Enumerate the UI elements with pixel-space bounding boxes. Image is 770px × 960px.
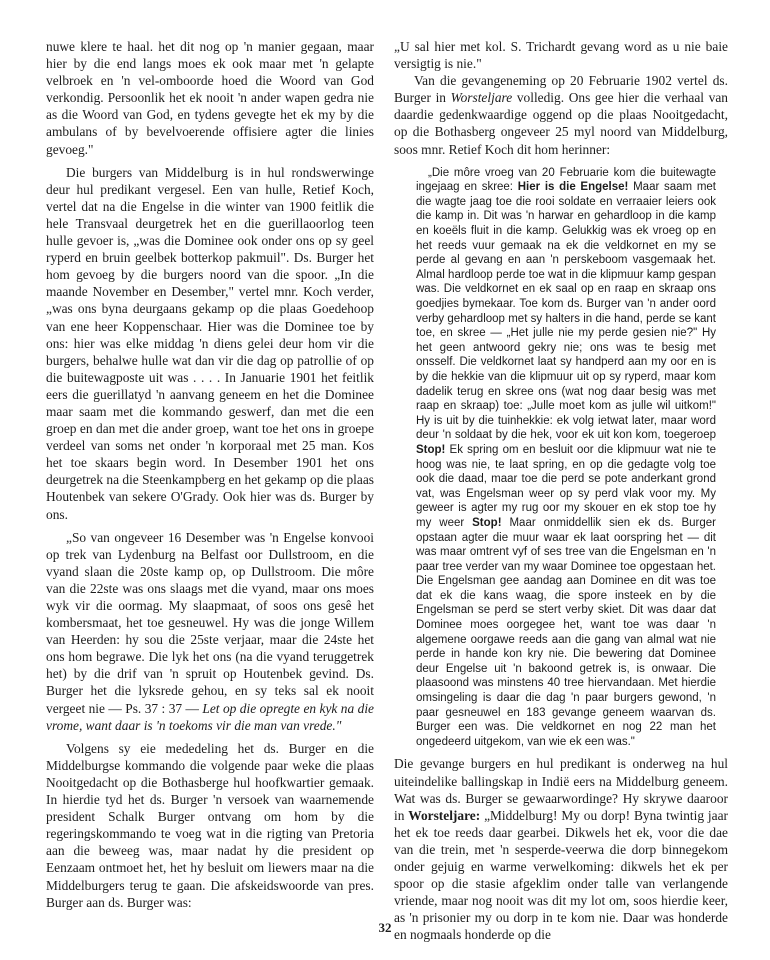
right-paragraph-3-end: „Middelburg! My ou dorp! Byna twintig jaar het ek toe reeds daar gearbei. Dikwels het ek, voor die dae van die trein, met 'n sesperde-veerwa die dorp binnegekom onder gejuig en warme verwelkoming: dikwels het ek per spoor op die stasie afgeklim onder talle van verlangende vriende, maar nog nooit was dit my lot om, soos hierdie keer, as 'n prisonier my ou dorp in te kom nie. Daar was honderde en nogmaals honderde op die	[394, 807, 728, 943]
right-paragraph-3-start: Die gevange burgers en hul predikant is onderweg na hul uiteindelike ballingskap in Indië eers na Middelburg geneem. Wat was ds. Burger se gewaarwordinge? Hy skrywe daaroor in	[394, 756, 728, 823]
right-paragraph-2-start: Van die gevangeneming op 20 Februarie 1902 vertel ds. Burger in	[394, 73, 728, 106]
left-paragraph-3	[46, 529, 374, 734]
right-paragraph-2	[394, 72, 728, 157]
quote-end: Maar onmiddellik sien ek ds. Burger opstaan agter die muur waar ek laat oorspring het — dit was maar omtrent vyf of ses tree van die Engelsman en 'n paar tree verder van my waar Dominee toe opgestaan het. Die Engelsman gee aandag aan Dominee en dit was toe dat ek die kans waag, die spore insteek en by die Engelsman se perd se stert verby skiet. Dit was daar dat Dominee moes oorgegee het, want toe was daar 'n algemene oorgawe reeds aan die gang van almal wat nie perde in hande kon kry nie. Die bewering dat Dominee deur Engelse uit 'n bakoond getrek is, is onwaar. Die plaasoond was minstens 40 tree hiervandaan. Met hierdie omsingeling is daar die dag 'n paar burgers gewond, 'n paar gesneuwel en 183 gevange geneem waarvan ds. Burger een was. Die veldkornet en nog 22 man het ongedeerd uitgekom, van wie ek een was."	[416, 516, 716, 748]
book-title-worsteljare: Worsteljare	[450, 90, 513, 106]
quote-stop-2: Stop!	[472, 516, 502, 529]
psalm-quote: Let op die opregte en kyk na die vrome, want daar is 'n toekoms vir die man van vrede."	[46, 700, 374, 733]
book-title-bold: Worsteljare:	[408, 807, 481, 823]
quote-middle-2: Ek spring om en besluit oor die klipmuur wat nie te hoog was nie, te laat spring, en op die gedagte volg toe ook die daad, maar toe die perd se pote anderkant grond vat, was Engelsman weer op sy perd vlak voor my. My geweer is agter my rug oor my skouer en ek stop toe hy my weer	[416, 443, 716, 529]
left-paragraph-2: Die burgers van Middelburg is in hul rondswerwinge deur hul predikant vergesel. Een van hulle, Retief Koch, vertel dat na die Engelse in die winter van 1900 feitlik die hele Transvaal deurgetrek het en die guerillaoorlog teen hulle gevoer is, „was die Dominee ook onder ons op sy geel ryperd en bruin geelbek botterkop pakmuil". Ds. Burger het hom gevoeg by die burgers noord van die spoor. „In die maande November en Desember," vertel mnr. Koch verder, „was ons byna deurgaans gekamp op die plaas Goedehoop van ene heer Koppenschaar. Hier was die Dominee toe by ons: hier was elke middag 'n diens gelei deur hom vir die burgers, behalwe hulle wat dan vir die dag op patrollie of op die buitewagposte uit was . . . . In Januarie 1901 het feitlik eers die guerillatyd 'n aanvang geneem en het die Dominee maar saam met die kommando geswerf, dan met die een groep en dan met die ander groep, want toe het ons in groepe verdeel van soms net onder 'n korporaal met 25 man. Kos het toe skaars begin word. In Desember 1901 het ons deurgetrek na die Steenkampberg en het gekamp op die plaas Houtenbek van sekere O'Grady. Ook hier was ds. Burger by ons.	[46, 164, 374, 522]
quote-paragraph	[416, 166, 716, 750]
right-paragraph-1: „U sal hier met kol. S. Trichardt gevang word as u nie baie versigtig is nie."	[394, 39, 728, 72]
right-column	[394, 38, 728, 943]
left-paragraph-4: Volgens sy eie mededeling het ds. Burger en die Middelburgse kommando die volgende paar weke die plaas Nooitgedacht op die Bothasberge hul hoofkwartier gemaak. In hierdie tyd het ds. Burger 'n versoek van waarnemende president Schalk Burger ontvang om hom by die regeringskommando te voeg wat in die rigting van Pretoria aan die beweeg was, maar nadat hy die president op Eenzaam ontmoet het, het hy besluit om liewers maar na die Middelburgers terug te gaan. Die afskeidswoorde van pres. Burger aan ds. Burger was:	[46, 740, 374, 910]
quote-start: „Die môre vroeg van 20 Februarie kom die buitewagte ingejaag en skree:	[416, 166, 716, 194]
left-paragraph-3-text: „So van ongeveer 16 Desember was 'n Engelse konvooi op trek van Lydenburg na Belfast oor Dullstroom, en die vyand slaan die 20ste kamp op, op Dullstroom. Die môre van die 22ste was ons slaags met die vyand, maar ons moes wyk vir die oormag. My slaapmaat, of soos ons gesê het kombersmaat, het toe gesneuwel. Hy was die jonge Willem van Heerden: hy sou die 25ste verjaar, maar die 24ste het ons hom begrawe. Die lyk het ons (na die vyand teruggetrek het) by die drif van 'n spruit op Houtenbek gevind. Ds. Burger het die lyksrede gehou, en sy teks sal ek nooit vergeet nie — Ps. 37 : 37 —	[46, 529, 374, 716]
right-paragraph-3	[394, 755, 728, 943]
page-number: 32	[378, 920, 392, 935]
quote-shout: Hier is die Engelse!	[517, 181, 629, 194]
quote-middle: Maar saam met die wagte jaag toe die rooi soldate en verraaier leiers ook die kamp in. Dit was 'n harwar en gehardloop in die kamp en koeëls fluit in die kamp. Gelukkig was ek vroeg op en het reeds vuur gemaak na ek die veldkornet en my se perde al gevang en aan 'n perskeboom vasgemaak het. Almal hardloop perde toe wat in die klipmuur kamp gespan was. Die veldkornet en ek saal op en raap en skraap ons goedjies bymekaar. Toe kom ds. Burger van 'n ander oord verby gehardloop met sy halters in die hand, perde se kant toe, en skree — „Het julle nie my perde gesien nie?" Hy het geen antwoord gekry nie; ons was te besig met onsself. Die veldkornet laat sy handperd aan my oor en is by die hekkie van die klipmuur uit op sy ryperd, maar kom dadelik terug en skree ons (wat nog daar besig was met raap en skraap) toe: „Julle moet kom as julle wil uitkom!" Hy is uit by die tuinhekkie: ek volg ietwat later, maar word deur 'n soldaat by die hek, voor ek uit kon kom, toegeroep	[416, 181, 717, 442]
quote-stop-1: Stop!	[416, 443, 446, 456]
left-paragraph-1: nuwe klere te haal. het dit nog op 'n manier gegaan, maar hier by die end langs moes ek ook maar met 'n gelapte velbroek en 'n vel-omboorde hoed die Woord van God verkondig. Persoonlik het ek nooit 'n ander wapen gedra nie as die Woord van God, en tydens gevegte het ek my by die ambulans of by bevelvoerende offisiere agter die linies gevoeg."	[46, 39, 374, 157]
koch-recollection-quote	[416, 166, 716, 750]
right-paragraph-2-end: volledig. Ons gee hier die verhaal van daardie gedenkwaardige oggend op die plaas Nooitgedacht, op die Bothasberg ongeveer 25 myl noord van Middelburg, soos mnr. Retief Koch dit hom herinner:	[394, 90, 728, 157]
left-column	[46, 38, 374, 911]
